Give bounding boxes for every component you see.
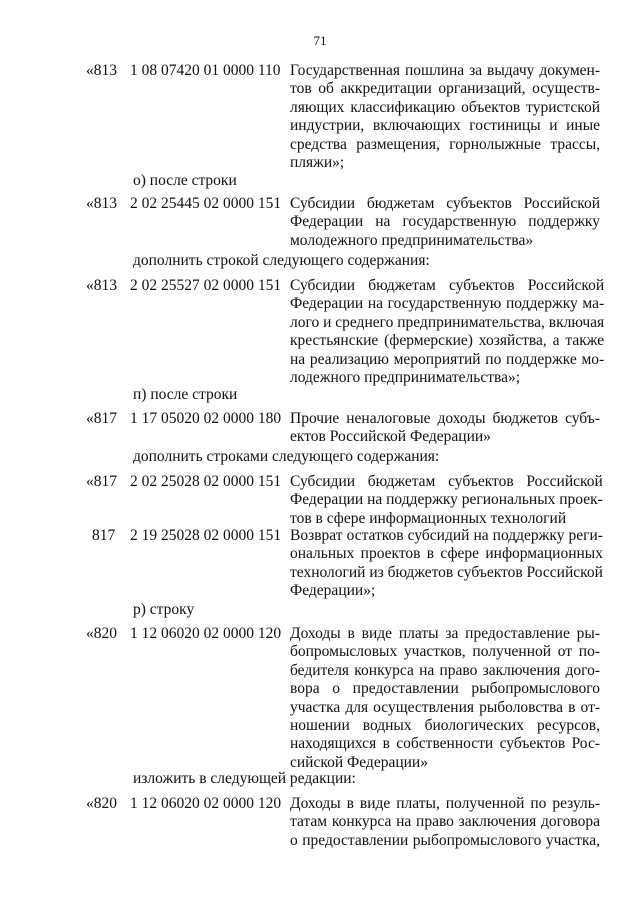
description-line: Федерации на государственную поддержку — [290, 213, 600, 231]
description-line: находящихся в собственности субъектов Рос- — [290, 735, 600, 753]
description-line: молодежного предпринимательства» — [290, 231, 534, 249]
description-line: бопромысловых участков, полученной от по- — [290, 643, 600, 661]
description-line: Федерации»; — [290, 582, 376, 600]
admin-code: «813 — [86, 277, 117, 294]
budget-code: 2 02 25527 02 0000 151 — [130, 277, 282, 294]
instruction-text: п) после строки — [133, 386, 238, 403]
instruction-text: дополнить строками следующего содержания: — [133, 448, 440, 465]
description-line: Прочие неналоговые доходы бюджетов субъ- — [290, 410, 600, 427]
description-line: технологий из бюджетов субъектов Российской — [290, 563, 603, 581]
table-row — [86, 795, 600, 850]
description-line: ляющих классификацию объектов туристской — [290, 98, 600, 116]
row-description — [290, 527, 603, 601]
description-line: Субсидии бюджетам субъектов Российской — [290, 195, 600, 212]
description-line: ональных проектов в сфере информационных — [290, 545, 603, 563]
description-line: участка для осуществления рыболовства в от- — [290, 698, 600, 716]
description-line: сийской Федерации» — [290, 753, 428, 771]
description-line: Субсидии бюджетам субъектов Российской — [290, 277, 605, 294]
description-line: тов об аккредитации организаций, осуществ- — [290, 80, 600, 98]
instruction-text: дополнить строкой следующего содержания: — [133, 252, 430, 269]
description-line: татам конкурса на право заключения договора — [290, 813, 600, 831]
description-line: крестьянские (фермерские) хозяйства, а также — [290, 332, 605, 350]
row-description — [290, 473, 603, 528]
budget-code: 1 17 05020 02 0000 180 — [130, 410, 282, 427]
table-row — [86, 625, 600, 772]
table-row — [86, 410, 600, 447]
row-description — [290, 795, 600, 850]
description-line: Федерации на поддержку региональных проек- — [290, 491, 603, 509]
description-line: средства размещения, горнолыжные трассы, — [290, 135, 600, 153]
description-line: тов в сфере информационных технологий — [290, 509, 567, 527]
budget-code: 1 08 07420 01 0000 110 — [130, 62, 281, 79]
table-row — [86, 277, 605, 387]
admin-code: «813 — [86, 62, 117, 79]
instruction-text: изложить в следующей редакции: — [133, 770, 356, 787]
instruction-text: о) после строки — [133, 172, 237, 189]
description-line: пляжи»; — [290, 153, 345, 171]
budget-code: 2 19 25028 02 0000 151 — [130, 527, 282, 544]
instruction-text: р) строку — [133, 601, 195, 618]
description-line: Субсидии бюджетам субъектов Российской — [290, 473, 603, 490]
description-line: индустрии, включающих гостиницы и иные — [290, 117, 600, 135]
description-line: ношении водных биологических ресурсов, — [290, 716, 600, 734]
description-line: Федерации на государственную поддержку ма- — [290, 295, 605, 313]
description-line: лого и среднего предпринимательства, включая — [290, 313, 605, 331]
page-number: 71 — [313, 33, 327, 48]
description-line: ектов Российской Федерации» — [290, 428, 491, 446]
budget-code: 2 02 25028 02 0000 151 — [130, 473, 282, 490]
row-description — [290, 62, 600, 172]
description-line: вора о предоставлении рыбопромыслового — [290, 680, 600, 698]
budget-code: 2 02 25445 02 0000 151 — [130, 195, 282, 212]
table-row — [86, 473, 603, 528]
description-line: бедителя конкурса на право заключения дого- — [290, 661, 600, 679]
description-line: Государственная пошлина за выдачу докумен- — [290, 62, 600, 79]
table-row — [86, 62, 600, 172]
admin-code: «820 — [86, 625, 117, 642]
admin-code: «820 — [86, 795, 117, 812]
description-line: о предоставлении рыбопромыслового участка, — [290, 831, 600, 849]
row-description — [290, 410, 600, 447]
table-row — [86, 527, 603, 601]
description-line: на реализацию мероприятий по поддержке мо- — [290, 350, 605, 368]
description-line: Доходы в виде платы, полученной по резуль- — [290, 795, 600, 812]
row-description — [290, 195, 600, 250]
budget-code: 1 12 06020 02 0000 120 — [130, 625, 282, 642]
row-description — [290, 625, 600, 772]
description-line: Возврат остатков субсидий на поддержку реги- — [290, 527, 603, 544]
description-line: лодежного предпринимательства»; — [290, 368, 521, 386]
admin-code: «817 — [86, 473, 117, 490]
admin-code: 817 — [92, 527, 116, 544]
admin-code: «813 — [86, 195, 117, 212]
budget-code: 1 12 06020 02 0000 120 — [130, 795, 282, 812]
table-row — [86, 195, 600, 250]
description-line: Доходы в виде платы за предоставление ры- — [290, 625, 600, 642]
row-description — [290, 277, 604, 387]
admin-code: «817 — [86, 410, 117, 427]
